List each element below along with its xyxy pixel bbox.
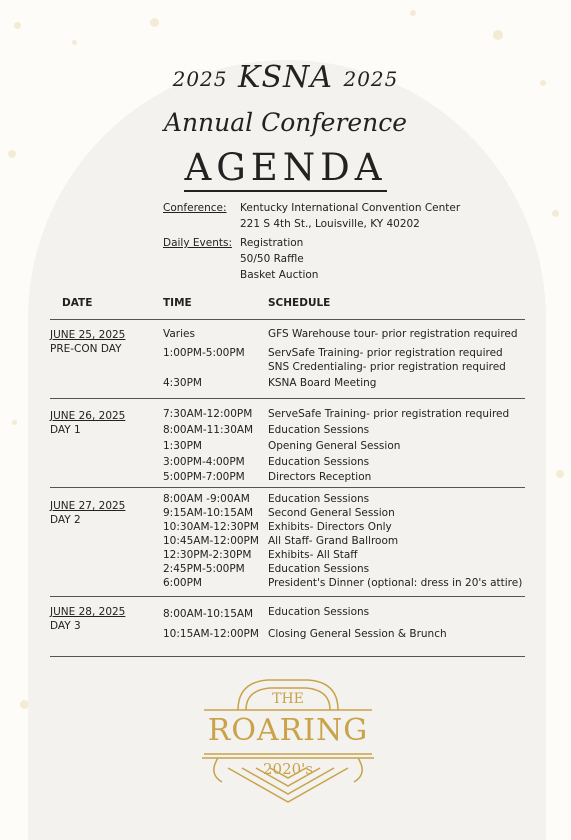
daily-event-item: 50/50 Raffle <box>240 253 304 265</box>
event-description: Education Sessions <box>268 563 370 575</box>
event-time: 6:00PM <box>163 577 202 589</box>
venue-address: 221 S 4th St., Louisville, KY 40202 <box>240 218 420 230</box>
event-description: ServSafe Training- prior registration required <box>268 347 503 359</box>
day-label: PRE-CON DAY <box>50 343 122 355</box>
decorative-dot <box>552 210 559 217</box>
page-title <box>0 146 571 189</box>
event-time: 1:30PM <box>163 440 202 452</box>
event-description: Closing General Session & Brunch <box>268 628 447 640</box>
event-time: 9:15AM-10:15AM <box>163 507 254 519</box>
year-left: 2025 <box>172 67 228 91</box>
event-time: 8:00AM -9:00AM <box>163 493 250 505</box>
event-description: Opening General Session <box>268 440 401 452</box>
event-description: Directors Reception <box>268 471 372 483</box>
event-time: 1:00PM-5:00PM <box>163 347 245 359</box>
emblem-main-text: ROARING <box>207 713 369 748</box>
daily-events-label: Daily Events: <box>163 237 232 249</box>
divider <box>50 656 525 657</box>
event-time: 5:00PM-7:00PM <box>163 471 245 483</box>
event-time: 7:30AM-12:00PM <box>163 408 253 420</box>
day-label: DAY 2 <box>50 514 81 526</box>
page-title-text: AGENDA <box>184 146 386 192</box>
decorative-dot <box>72 40 77 45</box>
event-description: GFS Warehouse tour- prior registration required <box>268 328 518 340</box>
event-description: Education Sessions <box>268 424 370 436</box>
decorative-dot <box>14 22 21 29</box>
column-header-date: DATE <box>62 297 93 309</box>
event-time: 10:15AM-12:00PM <box>163 628 259 640</box>
event-time: 10:45AM-12:00PM <box>163 535 259 547</box>
event-time: 8:00AM-10:15AM <box>163 608 254 620</box>
day-label: DAY 1 <box>50 424 81 436</box>
column-header-schedule: SCHEDULE <box>268 297 331 309</box>
event-description: Exhibits- All Staff <box>268 549 358 561</box>
decorative-dot <box>556 470 564 478</box>
day-date: JUNE 28, 2025 <box>50 606 126 618</box>
conference-label: Conference: <box>163 202 227 214</box>
decorative-dot <box>150 18 159 27</box>
day-date: JUNE 26, 2025 <box>50 410 126 422</box>
event-time: 3:00PM-4:00PM <box>163 456 245 468</box>
daily-event-item: Basket Auction <box>240 269 319 281</box>
year-right: 2025 <box>343 67 399 91</box>
event-time: 2:45PM-5:00PM <box>163 563 245 575</box>
day-label: DAY 3 <box>50 620 81 632</box>
day-date: JUNE 25, 2025 <box>50 329 126 341</box>
divider <box>50 398 525 399</box>
event-description: KSNA Board Meeting <box>268 377 377 389</box>
event-description: Education Sessions <box>268 606 370 618</box>
column-header-time: TIME <box>163 297 192 309</box>
event-time: 12:30PM-2:30PM <box>163 549 252 561</box>
event-time: Varies <box>163 328 195 340</box>
day-date: JUNE 27, 2025 <box>50 500 126 512</box>
event-time: 10:30AM-12:30PM <box>163 521 259 533</box>
emblem-bottom-text: 2020's <box>263 760 313 778</box>
event-description: President's Dinner (optional: dress in 20's attire) <box>268 577 523 589</box>
emblem-top-text: THE <box>272 691 304 707</box>
conference-subtitle: Annual Conference <box>163 108 408 137</box>
event-description: SNS Credentialing- prior registration required <box>268 361 506 373</box>
event-description: Education Sessions <box>268 493 370 505</box>
decorative-dot <box>12 420 17 425</box>
event-time: 4:30PM <box>163 377 202 389</box>
org-name: KSNA <box>238 60 333 95</box>
event-description: Education Sessions <box>268 456 370 468</box>
decorative-dot <box>410 10 416 16</box>
conference-title-line <box>0 60 571 95</box>
event-description: Second General Session <box>268 507 395 519</box>
event-description: Exhibits- Directors Only <box>268 521 392 533</box>
divider <box>50 596 525 597</box>
event-description: All Staff- Grand Ballroom <box>268 535 399 547</box>
roaring-2020s-emblem <box>198 670 378 810</box>
daily-event-item: Registration <box>240 237 304 249</box>
divider <box>50 487 525 488</box>
venue-name: Kentucky International Convention Center <box>240 202 461 214</box>
divider <box>50 319 525 320</box>
event-description: ServeSafe Training- prior registration required <box>268 408 510 420</box>
event-time: 8:00AM-11:30AM <box>163 424 254 436</box>
decorative-dot <box>493 30 503 40</box>
